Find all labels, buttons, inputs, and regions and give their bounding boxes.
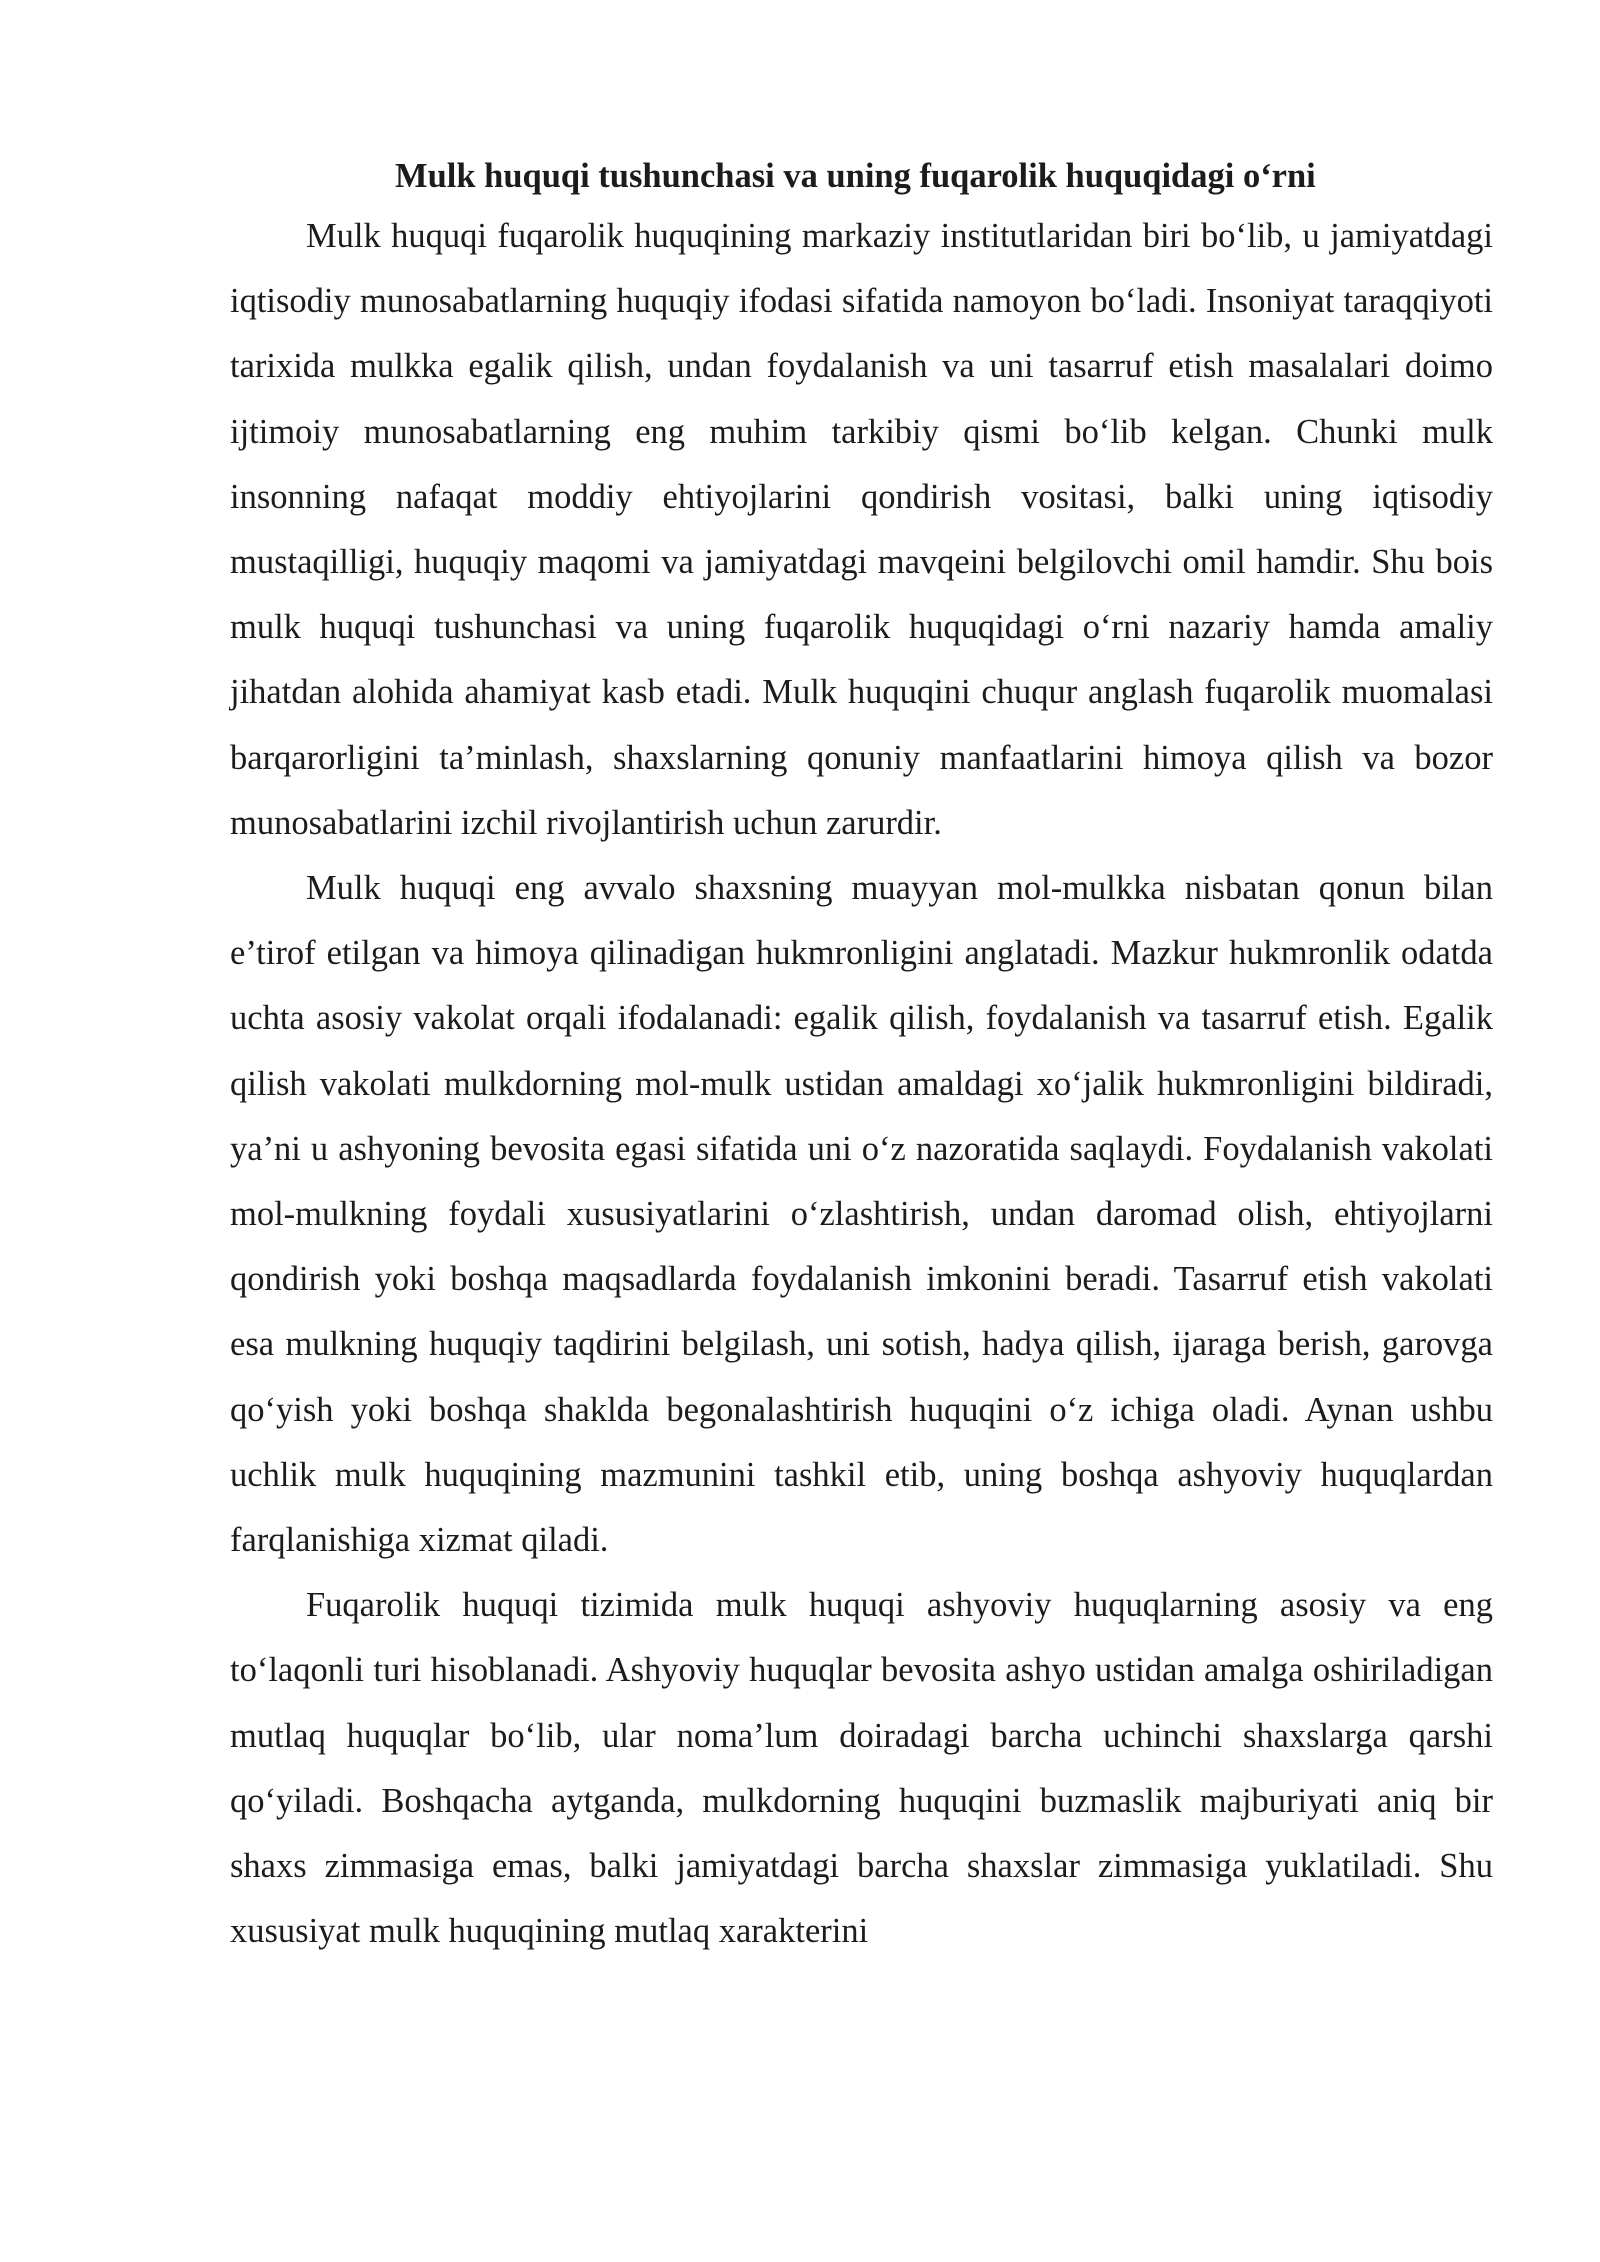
- paragraph-2: Mulk huquqi eng avvalo shaxsning muayyan mol-mulkka nisbatan qonun bilan e’tirof etilgan va himoya qilinadigan hukmronligini anglatadi. Mazkur hukmronlik odatda uchta asosiy vakolat orqali ifodalanadi: egalik qilish, foydalanish va tasarruf etish. Egalik qilish vakolati mulkdorning mol-mulk ustidan amaldagi xo‘jalik hukmronligini bildiradi, ya’ni u ashyoning bevosita egasi sifatida uni o‘z nazoratida saqlaydi. Foydalanish vakolati mol-mulkning foydali xususiyatlarini o‘zlashtirish, undan daromad olish, ehtiyojlarni qondirish yoki boshqa maqsadlarda foydalanish imkonini beradi. Tasarruf etish vakolati esa mulkning huquqiy taqdirini belgilash, uni sotish, hadya qilish, ijaraga berish, garovga qo‘yish yoki boshqa shaklda begonalashtirish huquqini o‘z ichiga oladi. Aynan ushbu uchlik mulk huquqining mazmunini tashkil etib, uning boshqa ashyoviy huquqlardan farqlanishiga xizmat qiladi.: [230, 869, 1493, 1560]
- paragraph-3: Fuqarolik huquqi tizimida mulk huquqi ashyoviy huquqlarning asosiy va eng to‘laqonli turi hisoblanadi. Ashyoviy huquqlar bevosita ashyo ustidan amalga oshiriladigan mutlaq huquqlar bo‘lib, ular noma’lum doiradagi barcha uchinchi shaxslarga qarshi qo‘yiladi. Boshqacha aytganda, mulkdorning huquqini buzmaslik majburiyati aniq bir shaxs zimmasiga emas, balki jamiyatdagi barcha shaxslar zimmasiga yuklatiladi. Shu xususiyat mulk huquqining mutlaq xarakterini: [230, 1586, 1493, 1951]
- document-body: [230, 148, 1493, 1964]
- paragraph-1: Mulk huquqi fuqarolik huquqining markaziy institutlaridan biri bo‘lib, u jamiyatdagi iqtisodiy munosabatlarning huquqiy ifodasi sifatida namoyon bo‘ladi. Insoniyat taraqqiyoti tarixida mulkka egalik qilish, undan foydalanish va uni tasarruf etish masalalari doimo ijtimoiy munosabatlarning eng muhim tarkibiy qismi bo‘lib kelgan. Chunki mulk insonning nafaqat moddiy ehtiyojlarini qondirish vositasi, balki uning iqtisodiy mustaqilligi, huquqiy maqomi va jamiyatdagi mavqeini belgilovchi omil hamdir. Shu bois mulk huquqi tushunchasi va uning fuqarolik huquqidagi o‘rni nazariy hamda amaliy jihatdan alohida ahamiyat kasb etadi. Mulk huquqini chuqur anglash fuqarolik muomalasi barqarorligini ta’minlash, shaxslarning qonuniy manfaatlarini himoya qilish va bozor munosabatlarini izchil rivojlantirish uchun zarurdir.: [230, 217, 1493, 842]
- document-title: Mulk huquqi tushunchasi va uning fuqarolik huquqidagi o‘rni: [395, 157, 1316, 195]
